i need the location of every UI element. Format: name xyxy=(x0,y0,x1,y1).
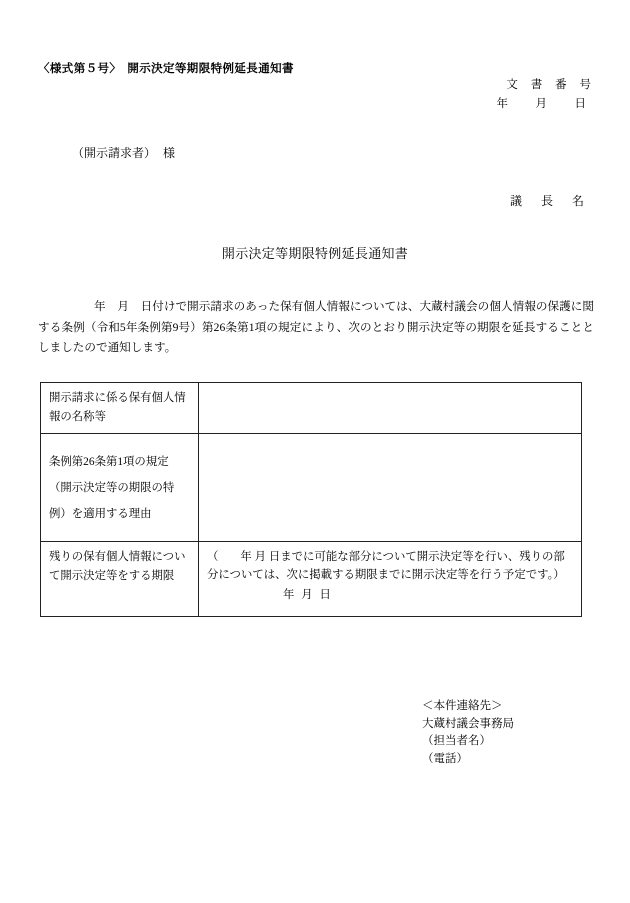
table-row xyxy=(41,542,582,617)
deadline-note-text: 年 月 日までに可能な部分について開示決定等を行い、残りの部分については、次に掲載する期限までに開示決定等を行う予定です。） xyxy=(207,551,565,581)
contact-office: 大蔵村議会事務局 xyxy=(422,717,514,730)
table-row-value[interactable] xyxy=(199,542,582,617)
table-row xyxy=(41,434,582,542)
document-number-label: 文 書 番 号 xyxy=(506,79,596,91)
table-row-label: 条例第26条第1項の規定（開示決定等の期限の特例）を適用する理由 xyxy=(41,434,199,542)
notification-table xyxy=(40,382,582,617)
document-meta xyxy=(497,76,599,114)
deadline-note xyxy=(207,548,574,584)
table-row-value[interactable] xyxy=(199,434,582,542)
addressee-line xyxy=(72,144,175,161)
contact-person: （担当者名） xyxy=(422,735,491,747)
form-header-title: 開示決定等期限特例延長通知書 xyxy=(127,63,294,75)
table-row-value[interactable] xyxy=(199,383,582,434)
body-paragraph xyxy=(38,297,594,359)
document-date-label: 年 月 日 xyxy=(496,98,594,110)
table-row xyxy=(41,383,582,434)
addressee-honorific: 様 xyxy=(163,146,176,160)
contact-heading: ＜本件連絡先＞ xyxy=(422,700,503,712)
addressee-target: （開示請求者） xyxy=(72,146,157,160)
form-header xyxy=(38,60,294,76)
deadline-paren: （ xyxy=(207,551,219,563)
body-paragraph-text: 年 月 日付けで開示請求のあった保有個人情報については、大蔵村議会の個人情報の保護に関する条例（令和5年条例第9号）第26条第1項の規定により、次のとおり開示決定等の期限を延長することとしましたので通知します。 xyxy=(38,300,594,354)
contact-block xyxy=(422,698,514,768)
deadline-date-field[interactable]: 年 月 日 xyxy=(283,589,333,601)
page-title: 開示決定等期限特例延長通知書 xyxy=(221,246,409,261)
form-code: 〈様式第５号〉 xyxy=(38,63,122,75)
issuer-name: 議 長 名 xyxy=(509,194,592,208)
table-row-label: 開示請求に係る保有個人情報の名称等 xyxy=(41,383,199,434)
table-row-label: 残りの保有個人情報について開示決定等をする期限 xyxy=(41,542,199,617)
contact-phone: （電話） xyxy=(422,752,468,765)
